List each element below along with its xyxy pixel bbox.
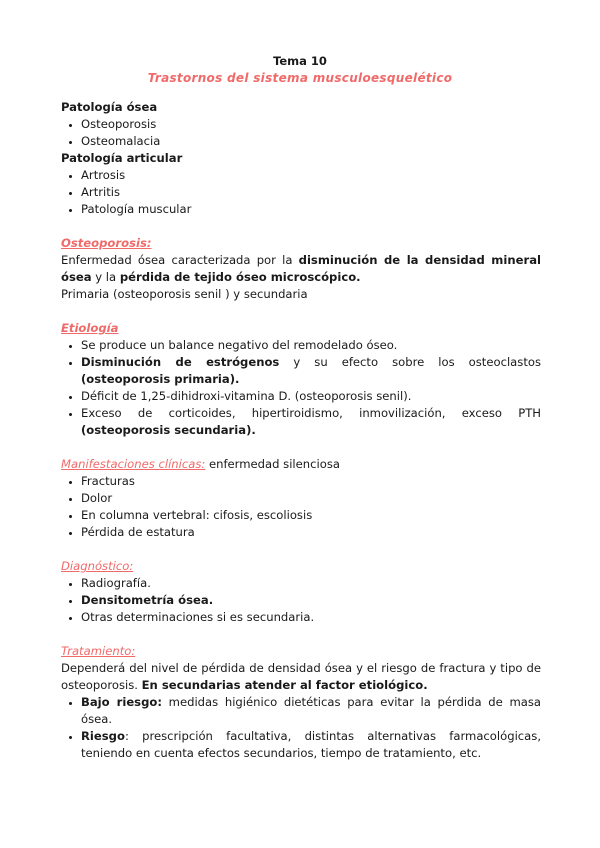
list-item: • Pérdida de estatura — [81, 524, 541, 541]
bold-span: Densitometría ósea. — [81, 593, 214, 607]
list-item: • Fracturas — [81, 473, 541, 490]
bold-span: En secundarias atender al factor etiológico. — [141, 678, 428, 692]
list-item — [81, 592, 541, 609]
section-title-articular: Patología articular — [61, 151, 183, 165]
list-item: • Artritis — [81, 184, 541, 201]
heading-tratamiento: Tratamiento: — [61, 644, 136, 658]
text-span: y su efecto sobre los osteoclastos — [279, 355, 541, 369]
list-item — [81, 405, 541, 439]
list-diagnostico — [61, 575, 541, 626]
heading-diagnostico: Diagnóstico: — [61, 559, 134, 573]
text-span: Enfermedad ósea caracterizada por la — [61, 253, 299, 267]
list-item: • Déficit de 1,25-dihidroxi-vitamina D. (osteoporosis senil). — [81, 388, 541, 405]
list-item: • En columna vertebral: cifosis, escoliosis — [81, 507, 541, 524]
list-item: • Otras determinaciones si es secundaria. — [81, 609, 541, 626]
list-item: • Se produce un balance negativo del remodelado óseo. — [81, 337, 541, 354]
list-item: • Osteoporosis — [81, 116, 541, 133]
bold-span: (osteoporosis primaria). — [81, 372, 240, 386]
list-item: • Radiografía. — [81, 575, 541, 592]
list-item: • Artrosis — [81, 167, 541, 184]
list-item: • Dolor — [81, 490, 541, 507]
document-body — [61, 99, 541, 762]
bold-span: Bajo riesgo: — [81, 695, 162, 709]
bold-span: (osteoporosis secundaria). — [81, 423, 256, 437]
text-span: medidas higiénico dietéticas para evitar la pérdida de masa ósea. — [81, 695, 541, 726]
page-subtitle: Trastornos del sistema musculoesquelético — [147, 71, 453, 85]
list-articular — [61, 167, 541, 218]
tratamiento-paragraph — [61, 660, 541, 694]
section-title-osea: Patología ósea — [61, 100, 158, 114]
list-manifestaciones — [61, 473, 541, 541]
list-etiologia — [61, 337, 541, 439]
heading-etiologia: Etiología — [61, 321, 119, 335]
list-item: • Osteomalacia — [81, 133, 541, 150]
manifestaciones-line — [61, 456, 541, 473]
text-span: Exceso de corticoides, hipertiroidismo, inmovilización, exceso PTH — [81, 406, 541, 420]
list-tratamiento — [61, 694, 541, 762]
heading-osteoporosis: Osteoporosis: — [61, 236, 152, 250]
text-span: : prescripción facultativa, distintas alternativas farmacológicas, teniendo en cuenta efectos secundarios, tiempo de tratamiento, etc. — [81, 729, 541, 760]
text-span: enfermedad silenciosa — [205, 457, 340, 471]
list-item — [81, 694, 541, 728]
osteoporosis-definition — [61, 252, 541, 286]
text-span: Dependerá del nivel de pérdida de densidad ósea y el riesgo de fractura y tipo de osteoporosis. — [61, 661, 541, 692]
list-osea — [61, 116, 541, 150]
bold-span: Riesgo — [81, 729, 125, 743]
list-item — [81, 728, 541, 762]
bold-span: disminución de la densidad mineral ósea — [61, 253, 541, 284]
page-title: Tema 10 — [273, 54, 327, 68]
text-span: y la — [91, 270, 120, 284]
bold-span: Disminución de estrógenos — [81, 355, 280, 369]
list-item: • Patología muscular — [81, 201, 541, 218]
list-item — [81, 354, 541, 388]
heading-manifestaciones: Manifestaciones clínicas: — [61, 457, 206, 471]
bold-span: pérdida de tejido óseo microscópico. — [119, 270, 361, 284]
osteoporosis-types: Primaria (osteoporosis senil ) y secundaria — [61, 287, 308, 301]
